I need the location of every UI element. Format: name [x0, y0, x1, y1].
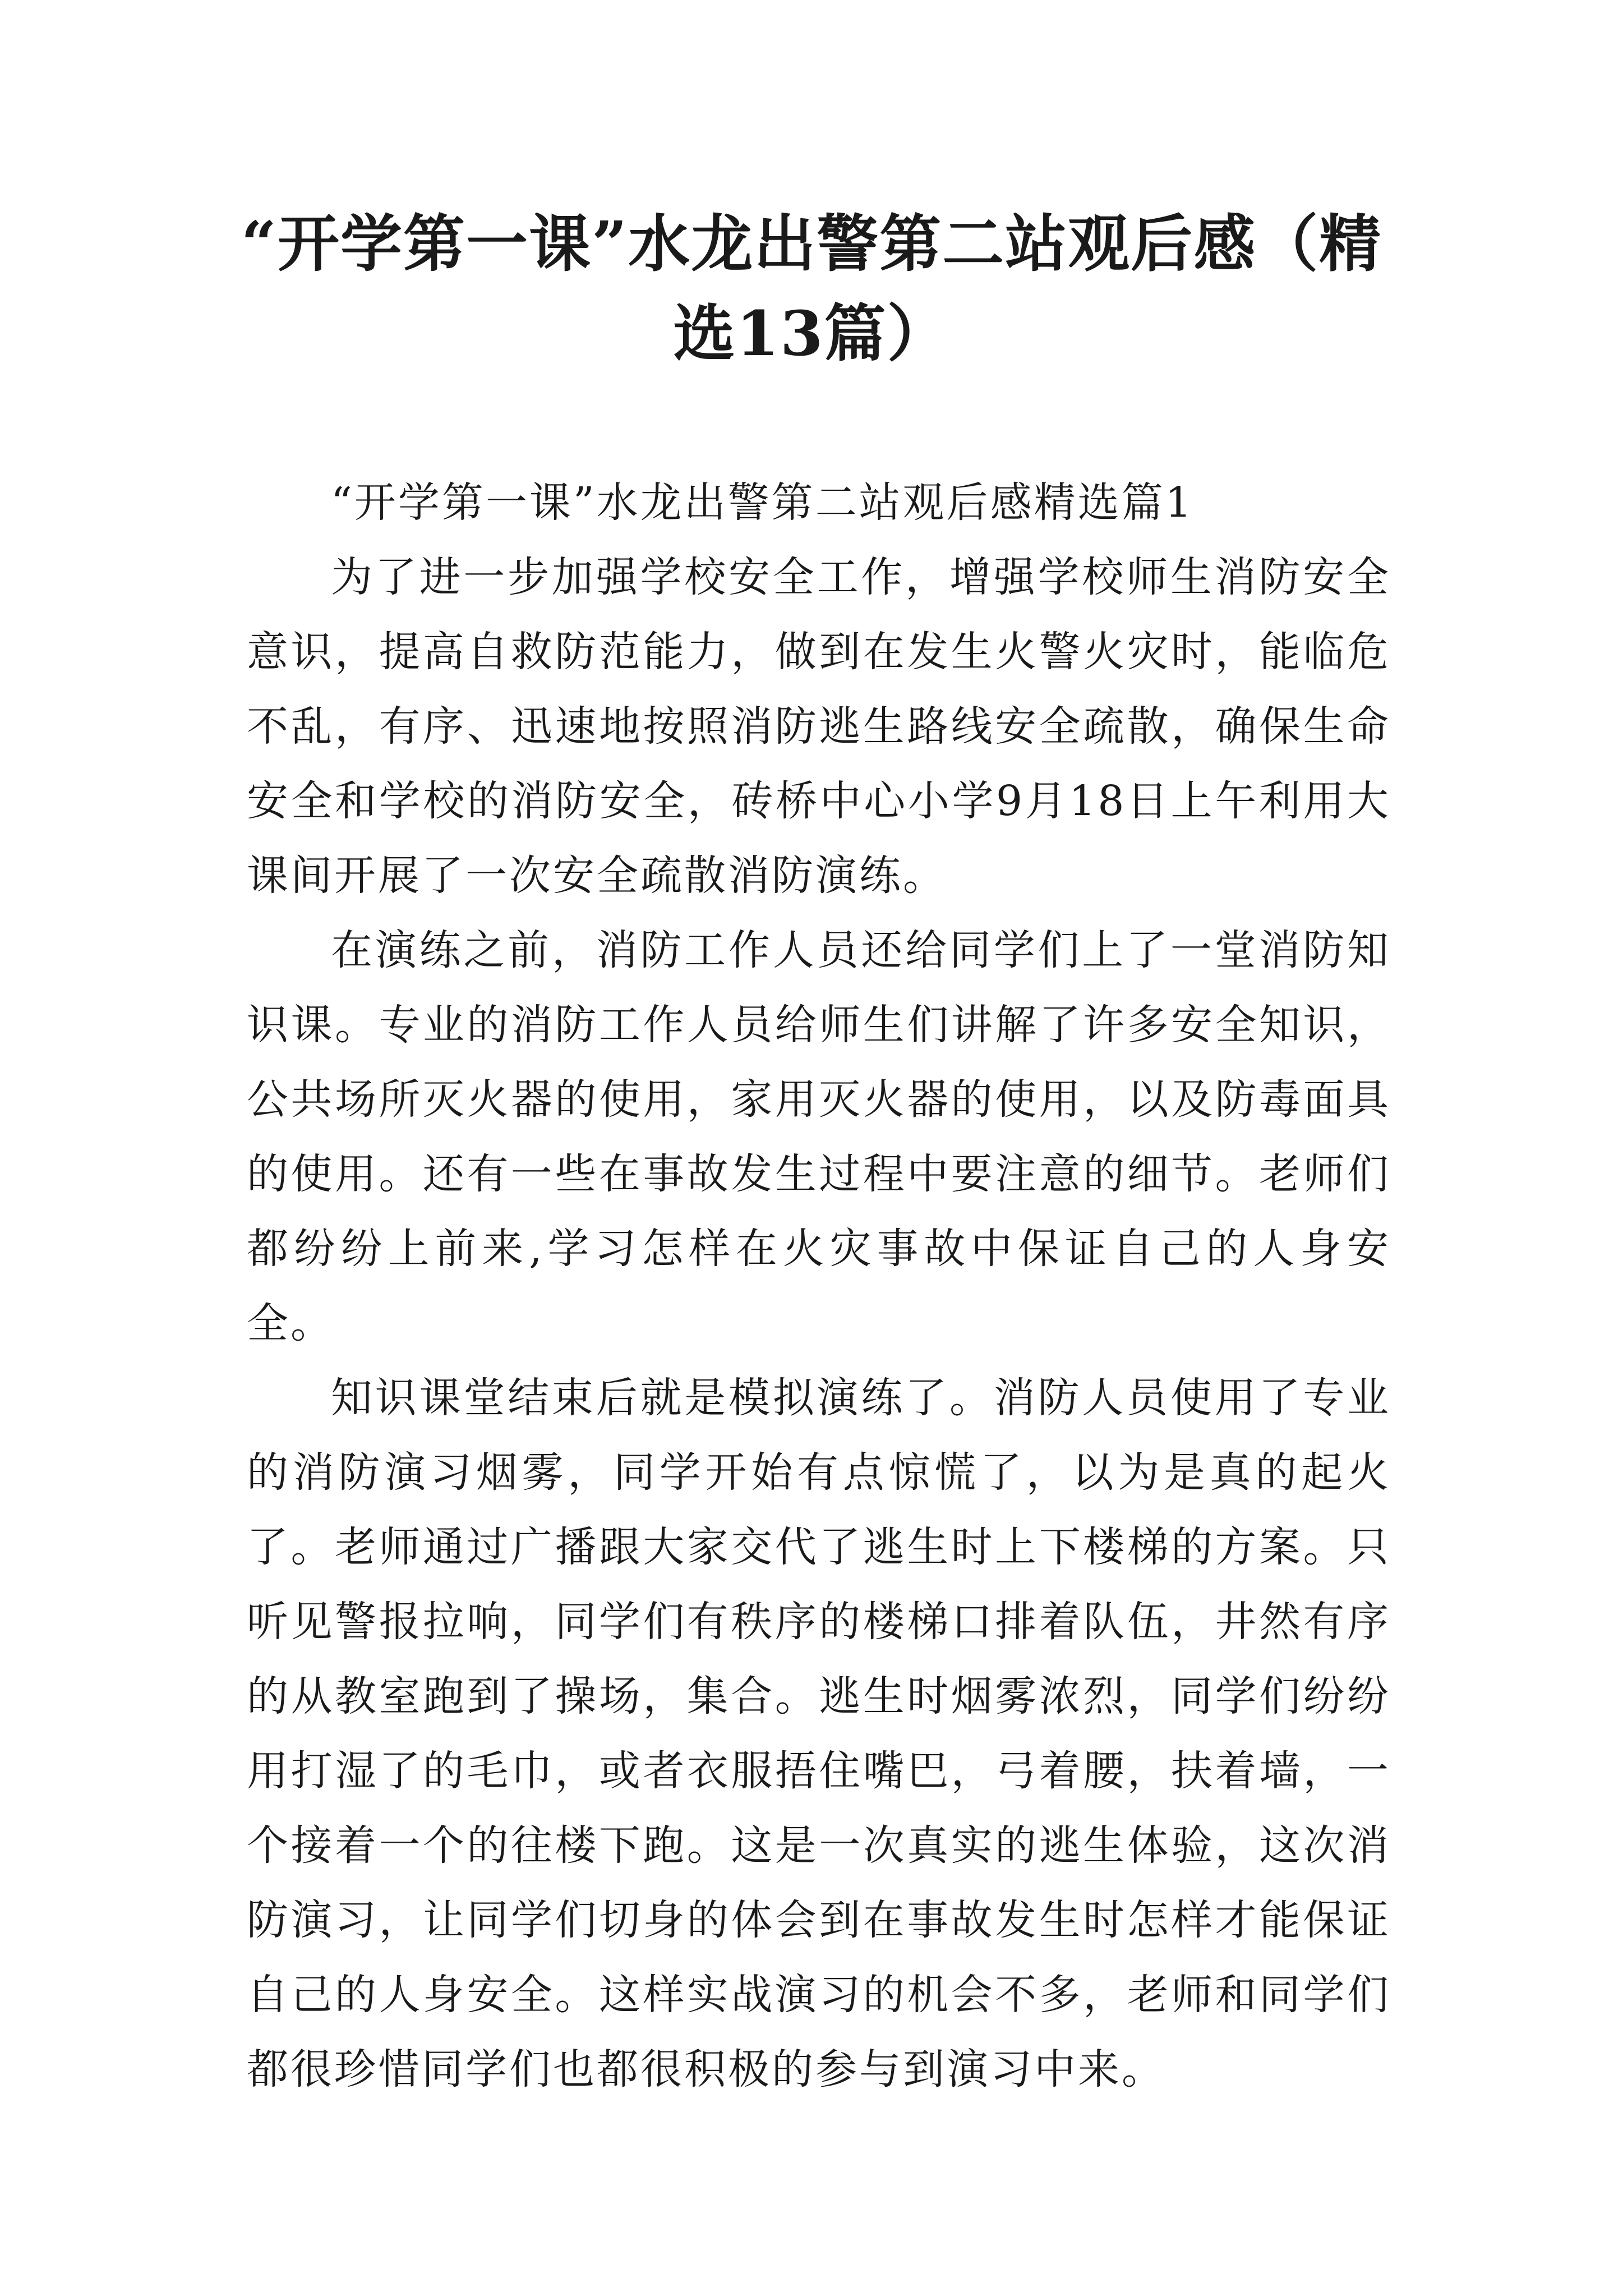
document-title: “开学第一课”水龙出警第二站观后感（精选13篇）	[241, 208, 1382, 370]
document-body	[247, 466, 1391, 2107]
paragraph-1: 为了进一步加强学校安全工作，增强学校师生消防安全意识，提高自救防范能力，做到在发生火警火灾时，能临危不乱，有序、迅速地按照消防逃生路线安全疏散，确保生命安全和学校的消防安全，砖桥中心小学9月18日上午利用大课间开展了一次安全疏散消防演练。	[247, 553, 1391, 900]
paragraph-2: 在演练之前，消防工作人员还给同学们上了一堂消防知识课。专业的消防工作人员给师生们讲解了许多安全知识，公共场所灭火器的使用，家用灭火器的使用，以及防毒面具的使用。还有一些在事故发生过程中要注意的细节。老师们都纷纷上前来,学习怎样在火灾事故中保证自己的人身安全。	[247, 926, 1391, 1347]
section-heading: “开学第一课”水龙出警第二站观后感精选篇1	[331, 478, 1194, 527]
paragraph-3: 知识课堂结束后就是模拟演练了。消防人员使用了专业的消防演习烟雾，同学开始有点惊慌了，以为是真的起火了。老师通过广播跟大家交代了逃生时上下楼梯的方案。只听见警报拉响，同学们有秩序的楼梯口排着队伍，井然有序的从教室跑到了操场，集合。逃生时烟雾浓烈，同学们纷纷用打湿了的毛巾，或者衣服捂住嘴巴，弓着腰，扶着墙，一个接着一个的往楼下跑。这是一次真实的逃生体验，这次消防演习，让同学们切身的体会到在事故发生时怎样才能保证自己的人身安全。这样实战演习的机会不多，老师和同学们都很珍惜同学们也都很积极的参与到演习中来。	[247, 1374, 1391, 2093]
